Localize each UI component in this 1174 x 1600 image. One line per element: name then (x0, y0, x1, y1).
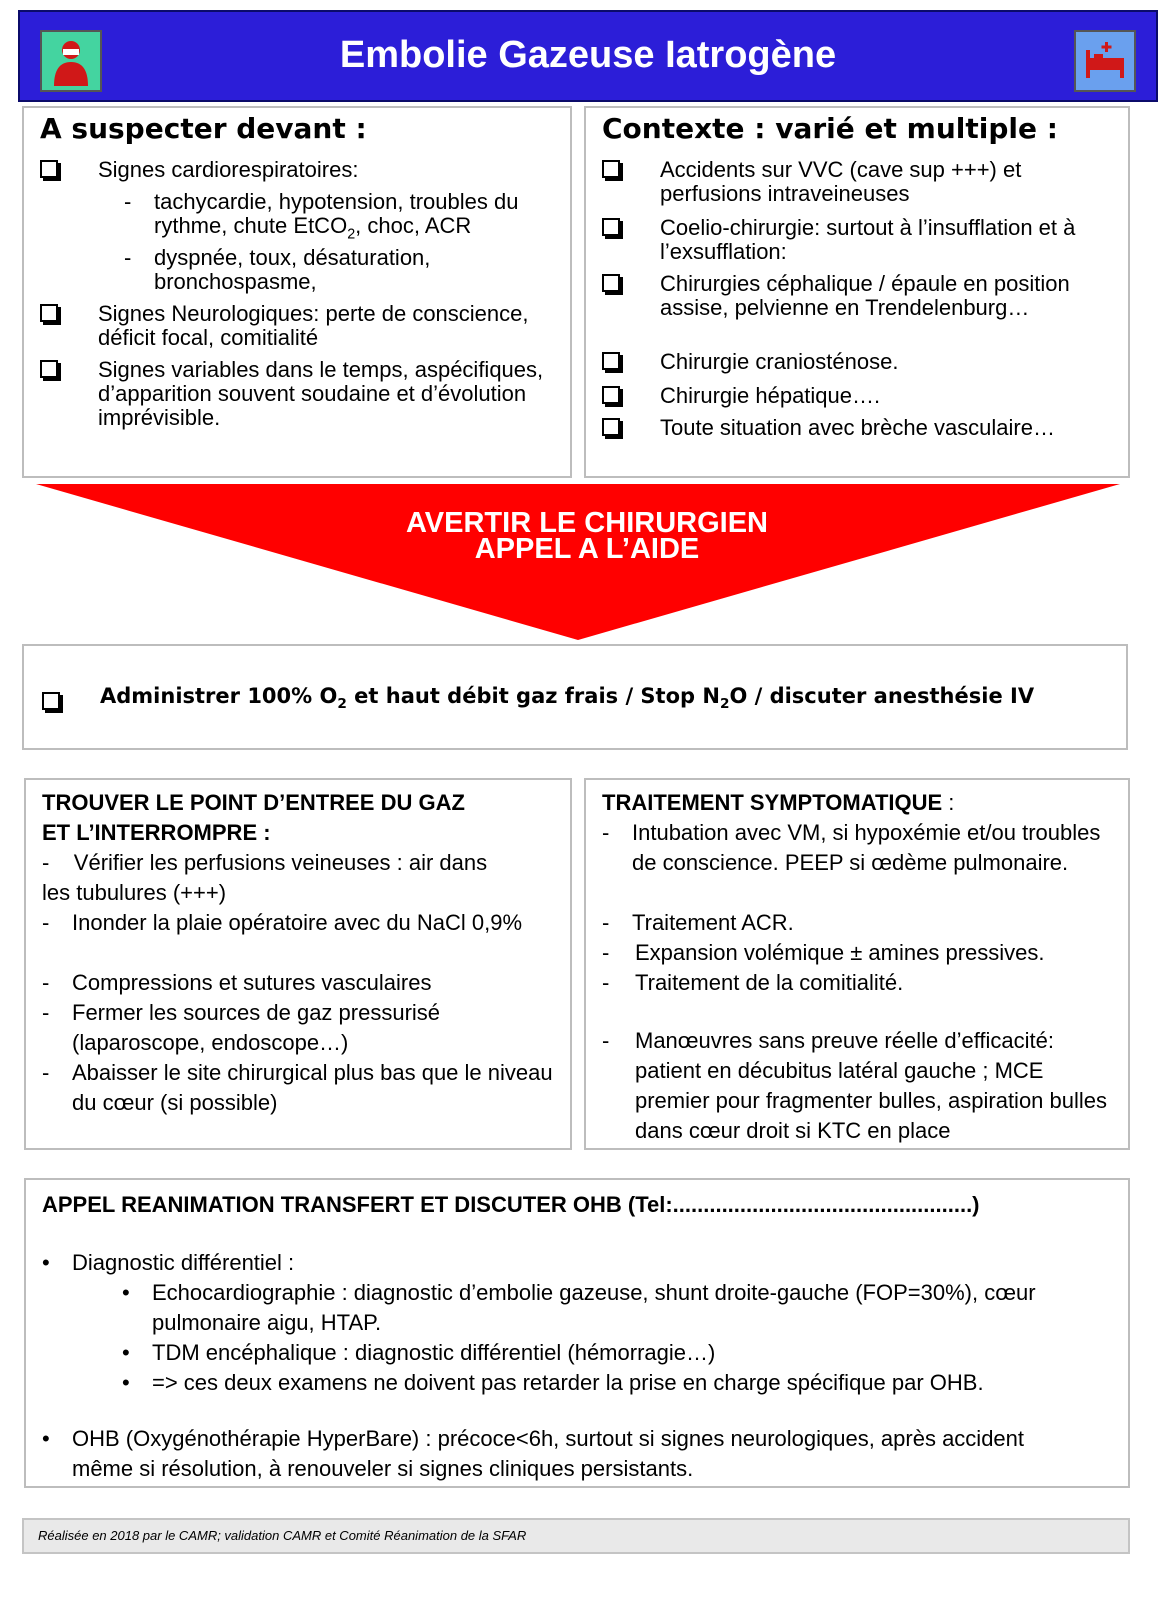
checkbox-icon (602, 218, 620, 236)
checkbox-icon (602, 418, 620, 436)
checkbox-icon (40, 160, 58, 178)
appel-title: APPEL REANIMATION TRANSFERT ET DISCUTER OHB (Tel:.................................................) (42, 1192, 980, 1217)
checkbox-icon (602, 274, 620, 292)
suspect-item: Signes Neurologiques: perte de conscience, déficit focal, comitialité (40, 302, 560, 350)
checkbox-icon (602, 352, 620, 370)
traitement-item: - Manœuvres sans preuve réelle d’efficacité: patient en décubitus latéral gauche ; MCE premier pour fragmenter bulles, aspiration bulles dans cœur droit si KTC en place (602, 1028, 1108, 1143)
oxygen-panel (22, 644, 1128, 750)
contexte-item: Accidents sur VVC (cave sup +++) et perfusions intraveineuses (602, 158, 1118, 206)
suspect-item: Signes cardiorespiratoires: (40, 158, 560, 182)
checkbox-icon (602, 386, 620, 404)
diag-subitem: • TDM encéphalique : diagnostic différentiel (hémorragie…) (122, 1340, 716, 1365)
trouver-item: - Inonder la plaie opératoire avec du NaCl 0,9% (42, 910, 523, 935)
contexte-item: Toute situation avec brèche vasculaire… (602, 416, 1118, 440)
traitement-item: - Traitement de la comitialité. (602, 970, 904, 995)
suspect-panel (22, 106, 572, 478)
trouver-item: - Compressions et sutures vasculaires (42, 970, 432, 995)
checkbox-icon (602, 160, 620, 178)
checkbox-icon (40, 360, 58, 378)
checkbox-icon (40, 304, 58, 322)
appel-panel (24, 1178, 1130, 1488)
diag-item: • Diagnostic différentiel : (42, 1250, 295, 1275)
traitement-item: - Intubation avec VM, si hypoxémie et/ou troubles de conscience. PEEP si œdème pulmonaire. (602, 820, 1101, 875)
diag-subitem: • Echocardiographie : diagnostic d’embolie gazeuse, shunt droite-gauche (FOP=30%), cœur pulmonaire aigu, HTAP. (122, 1280, 1036, 1335)
traitement-item: - Traitement ACR. (602, 910, 794, 935)
traitement-panel (584, 778, 1130, 1150)
page-title: Embolie Gazeuse Iatrogène (339, 34, 837, 76)
traitement-title: TRAITEMENT SYMPTOMATIQUE : (602, 790, 955, 815)
trouver-item: - Fermer les sources de gaz pressurisé (laparoscope, endoscope…) (42, 1000, 441, 1055)
contexte-item: Chirurgie hépatique…. (602, 384, 1118, 408)
traitement-item: - Expansion volémique ± amines pressives. (602, 940, 1045, 965)
diag-subitem: • => ces deux examens ne doivent pas retarder la prise en charge spécifique par OHB. (122, 1370, 984, 1395)
oxygen-instruction: Administrer 100% $O_2$ et haut débit gaz frais / Stop $N_2O$ / discuter anesthésie IV (100, 684, 1035, 713)
alert-text: AVERTIR LE CHIRURGIEN APPEL A L’AIDE (406, 507, 768, 565)
ohb-item: • OHB (Oxygénothérapie HyperBare) : précoce<6h, surtout si signes neurologiques, après accident même si résolution, à renouveler si signes cliniques persistants. (42, 1426, 1025, 1481)
trouver-item: - Vérifier les perfusions veineuses : air dans les tubulures (+++) (42, 850, 488, 905)
header-banner (18, 10, 1158, 102)
suspect-title: A suspecter devant : (40, 112, 367, 145)
contexte-panel (584, 106, 1130, 478)
suspect-subitem: - dyspnée, toux, désaturation, bronchospasme, (124, 245, 431, 294)
trouver-title: TROUVER LE POINT D’ENTREE DU GAZ ET L’INTERROMPRE : (42, 790, 465, 845)
checkbox-icon (42, 692, 60, 710)
footer (22, 1518, 1130, 1554)
suspect-item: Signes variables dans le temps, aspécifiques, d’apparition souvent soudaine et d’évolution imprévisible. (40, 358, 560, 430)
footer-text: Réalisée en 2018 par le CAMR; validation CAMR et Comité Réanimation de la SFAR (38, 1528, 527, 1543)
trouver-item: - Abaisser le site chirurgical plus bas que le niveau du cœur (si possible) (42, 1060, 553, 1115)
suspect-subitem: - tachycardie, hypotension, troubles du rythme, chute EtCO$_2$, choc, ACR (124, 189, 519, 243)
contexte-item: Chirurgies céphalique / épaule en position assise, pelvienne en Trendelenburg… (602, 272, 1118, 320)
hospital-bed-icon (1074, 30, 1136, 92)
contexte-item: Chirurgie craniosténose. (602, 350, 1118, 374)
trouver-panel (24, 778, 572, 1150)
contexte-title: Contexte : varié et multiple : (602, 112, 1058, 145)
contexte-item: Coelio-chirurgie: surtout à l’insufflation et à l’exsufflation: (602, 216, 1118, 264)
